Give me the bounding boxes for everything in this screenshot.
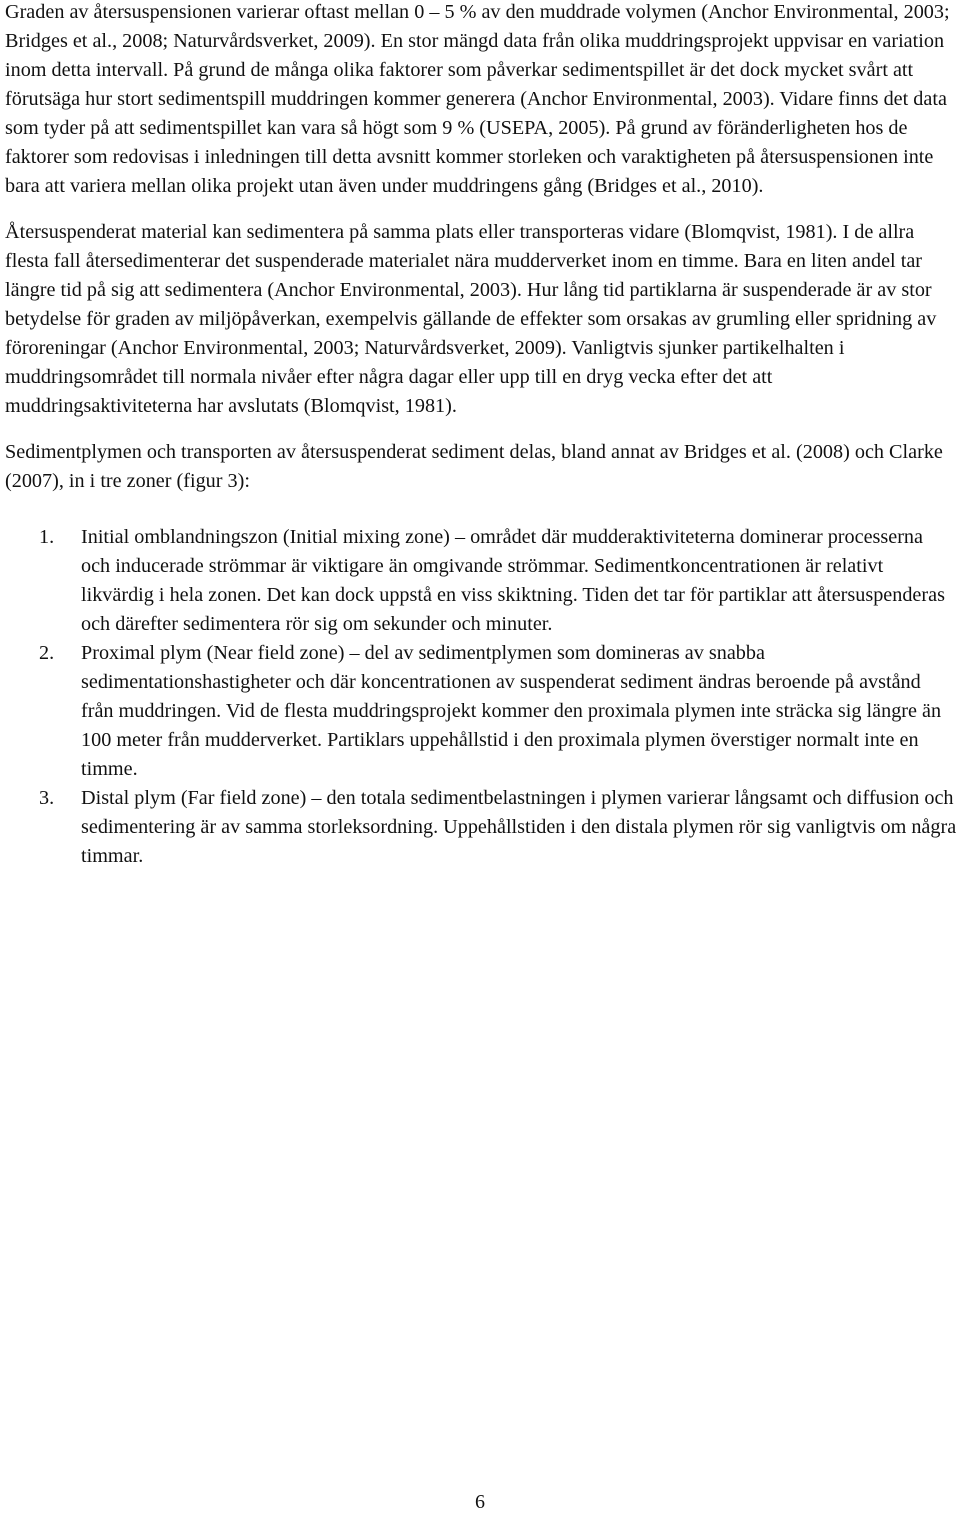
page-number: 6 [475, 1491, 485, 1513]
document-page [5, 0, 957, 871]
zone-item-initial-mixing [5, 523, 957, 639]
zone-text: Proximal plym (Near field zone) – del av sedimentplymen som domineras av snabba sedimentationshastigheter och där koncentrationen av suspenderat sediment ändras beroende på avstånd från muddringen. Vid de flesta muddringsprojekt kommer den proximala plymen inte sträcka sig längre än 100 meter från mudderverket. Partiklars uppehållstid i den proximala plymen överstiger normalt inte en timme. [81, 642, 942, 780]
zone-list [5, 523, 957, 871]
paragraph-resedimentation: Återsuspenderat material kan sedimentera på samma plats eller transporteras vidare (Blomqvist, 1981). I de allra flesta fall återsedimenterar det suspenderade materialet nära mudderverket inom en timme. Bara en liten andel tar längre tid på sig att sedimentera (Anchor Environmental, 2003). Hur lång tid partiklarna är suspenderade är av stor betydelse för graden av miljöpåverkan, exempelvis gällande de effekter som orsakas av grumling eller spridning av föroreningar (Anchor Environmental, 2003; Naturvårdsverket, 2009). Vanligtvis sjunker partikelhalten i muddringsområdet till normala nivåer efter några dagar eller upp till en dryg vecka efter det att muddringsaktiviteterna har avslutats (Blomqvist, 1981). [5, 221, 937, 417]
zone-text: Distal plym (Far field zone) – den totala sedimentbelastningen i plymen varierar långsamt och diffusion och sedimentering är av samma storleksordning. Uppehållstiden i den distala plymen rör sig vanligtvis om några timmar. [81, 787, 957, 867]
paragraph-zones-intro: Sedimentplymen och transporten av återsuspenderat sediment delas, bland annat av Bridges et al. (2008) och Clarke (2007), in i tre zoner (figur 3): [5, 441, 943, 492]
zone-item-far-field [5, 784, 957, 871]
paragraph-resuspension-degree: Graden av återsuspensionen varierar oftast mellan 0 – 5 % av den muddrade volymen (Anchor Environmental, 2003; Bridges et al., 2008; Naturvårdsverket, 2009). En stor mängd data från olika muddringsprojekt uppvisar en variation inom detta intervall. På grund de många olika faktorer som påverkar sedimentspillet är det dock mycket svårt att förutsäga hur stort sedimentspill muddringen kommer generera (Anchor Environmental, 2003). Vidare finns det data som tyder på att sedimentspillet kan vara så högt som 9 % (USEPA, 2005). På grund av föränderligheten hos de faktorer som redovisas i inledningen till detta avsnitt kommer storleken och varaktigheten på återsuspensionen inte bara att variera mellan olika projekt utan även under muddringens gång (Bridges et al., 2010). [5, 1, 950, 197]
zone-number: 1. [39, 526, 55, 548]
zone-text: Initial omblandningszon (Initial mixing zone) – området där mudderaktiviteterna dominerar processerna och inducerade strömmar är viktigare än omgivande strömmar. Sedimentkoncentrationen är relativt likvärdig i hela zonen. Det kan dock uppstå en viss skiktning. Tiden det tar för partiklar att återsuspenderas och därefter sedimentera rör sig om sekunder och minuter. [81, 526, 945, 635]
zone-item-near-field [5, 639, 957, 784]
zone-number: 3. [39, 787, 55, 809]
zone-number: 2. [39, 642, 55, 664]
